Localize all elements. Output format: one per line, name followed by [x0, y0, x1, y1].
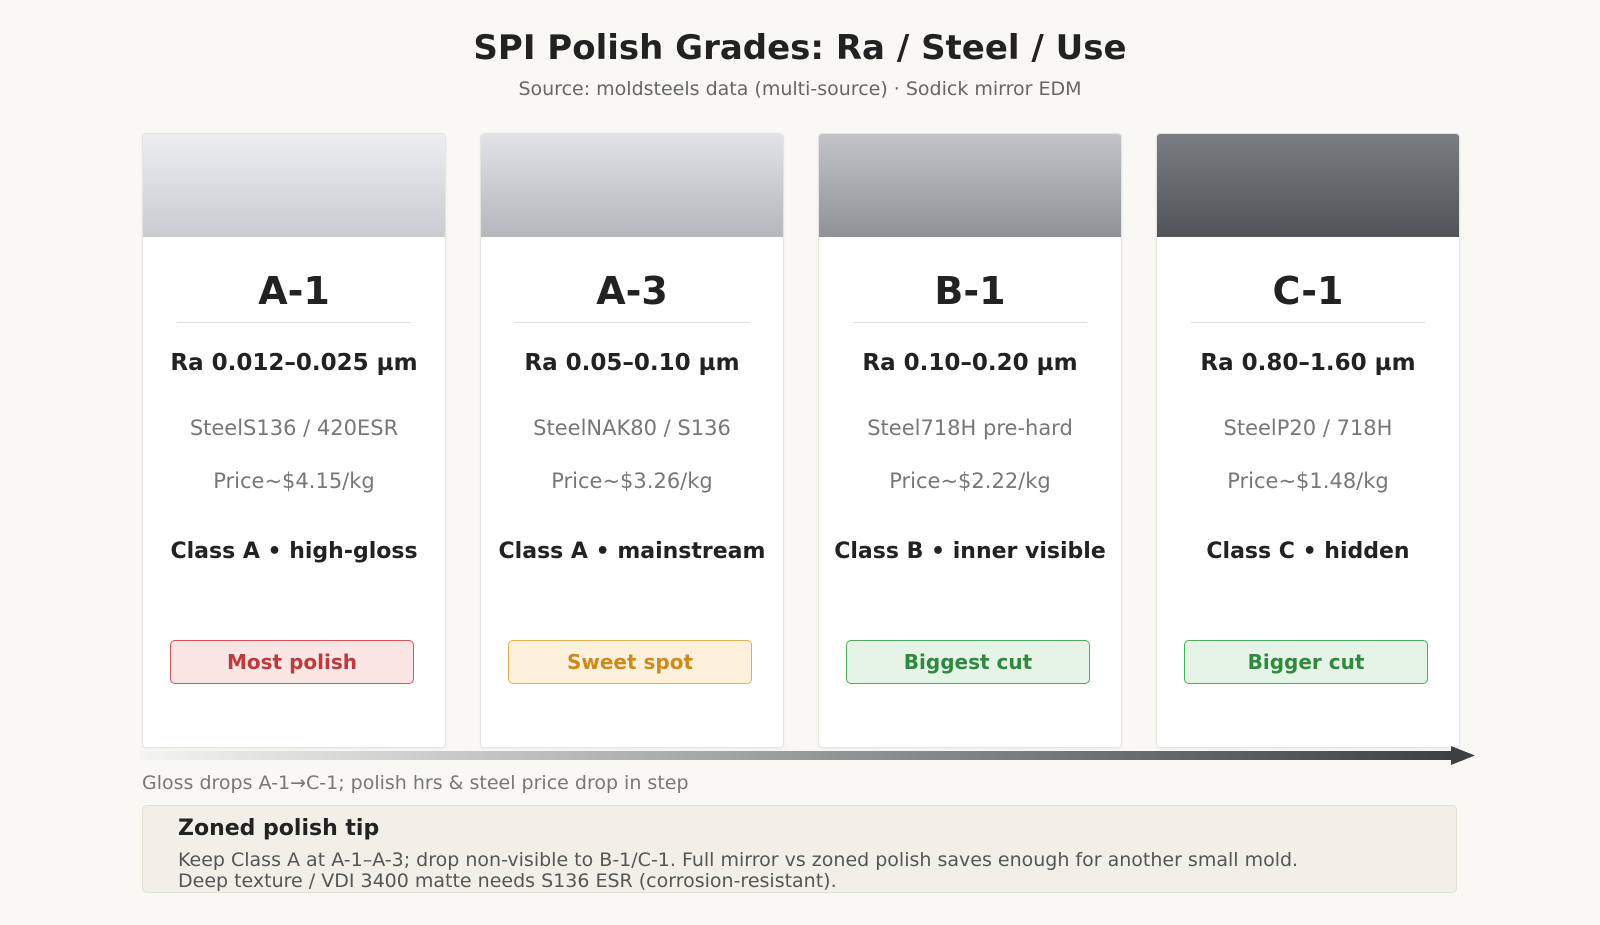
steel-price: Price~$3.26/kg	[551, 469, 713, 493]
status-badge: Bigger cut	[1184, 640, 1428, 684]
grade-card-c1	[1156, 133, 1460, 748]
use-class: Class C • hidden	[1206, 539, 1410, 564]
gloss-gradient-arrow	[140, 744, 1475, 766]
finish-swatch	[481, 134, 783, 237]
grade-label: B-1	[934, 269, 1006, 313]
grade-label: A-3	[596, 269, 668, 313]
tip-title: Zoned polish tip	[178, 816, 380, 841]
steel-type: SteelS136 / 420ESR	[189, 416, 399, 440]
flow-note: Gloss drops A-1→C-1; polish hrs & steel price drop in step	[142, 772, 689, 794]
roughness-range: Ra 0.10–0.20 µm	[862, 350, 1078, 376]
card-divider	[853, 322, 1087, 323]
card-divider	[1191, 322, 1425, 323]
grade-label: A-1	[258, 269, 330, 313]
finish-swatch	[143, 134, 445, 237]
status-badge: Sweet spot	[508, 640, 752, 684]
page-subtitle: Source: moldsteels data (multi-source) · Sodick mirror EDM	[518, 78, 1082, 100]
grade-card-b1	[818, 133, 1122, 748]
use-class: Class B • inner visible	[834, 539, 1106, 564]
roughness-range: Ra 0.012–0.025 µm	[170, 350, 418, 376]
gradient-bar	[140, 751, 1452, 760]
card-divider	[177, 322, 411, 323]
grade-label: C-1	[1272, 269, 1344, 313]
steel-type: SteelP20 / 718H	[1223, 416, 1393, 440]
page-title: SPI Polish Grades: Ra / Steel / Use	[473, 28, 1127, 68]
status-badge: Biggest cut	[846, 640, 1090, 684]
steel-price: Price~$1.48/kg	[1227, 469, 1389, 493]
tip-text-line: Deep texture / VDI 3400 matte needs S136 ESR (corrosion-resistant).	[178, 870, 837, 892]
roughness-range: Ra 0.80–1.60 µm	[1200, 350, 1416, 376]
grade-card-a3	[480, 133, 784, 748]
finish-swatch	[819, 134, 1121, 237]
status-badge: Most polish	[170, 640, 414, 684]
card-divider	[515, 322, 749, 323]
tip-text-line: Keep Class A at A-1–A-3; drop non-visible to B-1/C-1. Full mirror vs zoned polish saves enough for another small mold.	[178, 849, 1299, 871]
roughness-range: Ra 0.05–0.10 µm	[524, 350, 740, 376]
finish-swatch	[1157, 134, 1459, 237]
arrow-head-icon	[1451, 746, 1475, 765]
steel-price: Price~$2.22/kg	[889, 469, 1051, 493]
steel-price: Price~$4.15/kg	[213, 469, 375, 493]
use-class: Class A • mainstream	[498, 539, 766, 564]
steel-type: Steel718H pre-hard	[867, 416, 1073, 440]
tip-box	[142, 805, 1457, 893]
grade-card-a1	[142, 133, 446, 748]
use-class: Class A • high-gloss	[170, 539, 418, 564]
steel-type: SteelNAK80 / S136	[533, 416, 731, 440]
